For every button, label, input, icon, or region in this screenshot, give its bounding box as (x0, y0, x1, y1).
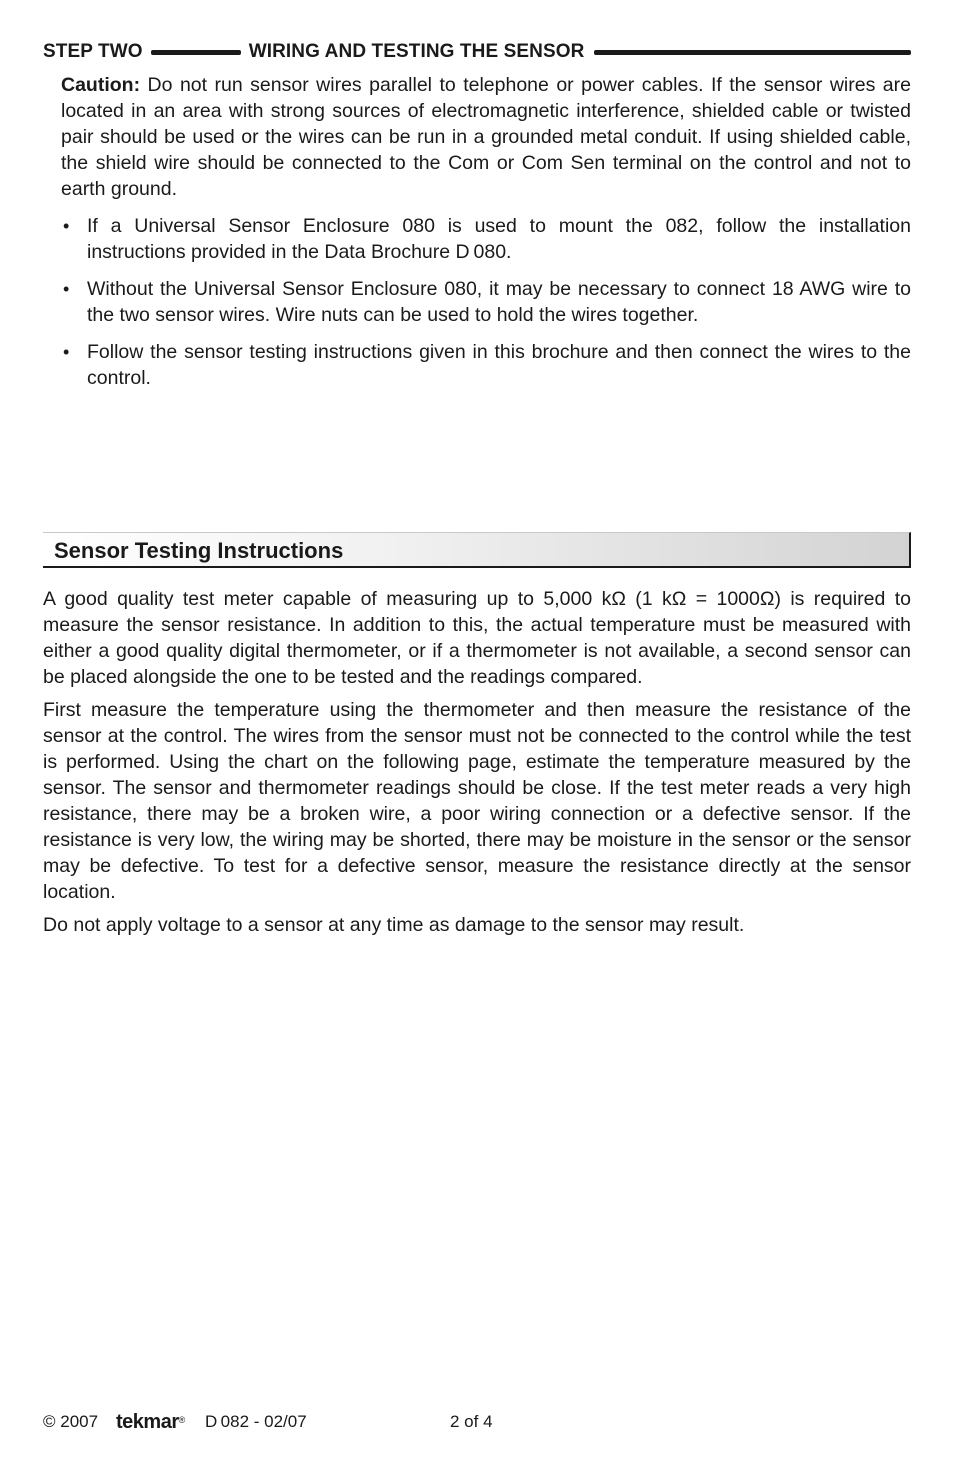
bullet-icon: • (63, 216, 70, 236)
step-title: WIRING AND TESTING THE SENSOR (248, 41, 585, 62)
step-label: STEP TWO (43, 41, 143, 62)
registered-mark: ® (178, 1415, 185, 1425)
list-item (61, 339, 911, 391)
list-item (61, 213, 911, 265)
brand-name: tekmar (116, 1411, 179, 1433)
paragraph: A good quality test meter capable of measuring up to 5,000 kΩ (1 kΩ = 1000Ω) is required to measure the sensor resistance. In addition to this, the actual temperature must be measured with either a good quality digital thermometer, or if a thermometer is not available, a second sensor can be placed alongside the one to be tested and the readings compared. (43, 588, 911, 688)
step-header (43, 40, 911, 64)
page-number: 2 of 4 (450, 1412, 493, 1431)
document-number: D 082 - 02/07 (205, 1412, 307, 1431)
instruction-list (61, 213, 911, 402)
list-item-text: Without the Universal Sensor Enclosure 080, it may be necessary to connect 18 AWG wire to the two sensor wires. Wire nuts can be used to hold the wires together. (87, 278, 911, 326)
paragraph: First measure the temperature using the thermometer and then measure the resistance of the sensor at the control. The wires from the sensor must not be connected to the control while the test is performed. Using the chart on the following page, estimate the temperature measured by the sensor. The sensor and thermometer readings should be close. If the test meter reads a very high resistance, there may be a broken wire, a poor wiring connection or a defective sensor. If the resistance is very low, the wiring may be shorted, there may be moisture in the sensor or the sensor may be defective. To test for a defective sensor, measure the resistance directly at the sensor location. (43, 699, 911, 903)
step-rule (594, 50, 911, 55)
list-item-text: If a Universal Sensor Enclosure 080 is used to mount the 082, follow the installation instructions provided in the Data Brochure D 080. (87, 215, 911, 263)
page-footer (43, 1410, 643, 1434)
bullet-icon: • (63, 279, 70, 299)
list-item-text: Follow the sensor testing instructions given in this brochure and then connect the wires to the control. (87, 341, 911, 389)
copyright: © 2007 (43, 1412, 99, 1431)
section-header (43, 532, 911, 568)
bullet-icon: • (63, 342, 70, 362)
paragraph: Do not apply voltage to a sensor at any time as damage to the sensor may result. (43, 914, 745, 936)
caution-paragraph (61, 72, 911, 202)
caution-text: Do not run sensor wires parallel to telephone or power cables. If the sensor wires are located in an area with strong sources of electromagnetic interference, shielded cable or twisted pair should be used or the wires can be run in a grounded metal conduit. If using shielded cable, the shield wire should be connected to the Com or Com Sen terminal on the control and not to earth ground. (61, 74, 911, 200)
list-item (61, 276, 911, 328)
step-divider (151, 50, 241, 55)
brand-logo (116, 1410, 185, 1434)
caution-label: Caution: (61, 74, 141, 96)
section-title: Sensor Testing Instructions (54, 538, 344, 563)
section-body (43, 586, 911, 945)
